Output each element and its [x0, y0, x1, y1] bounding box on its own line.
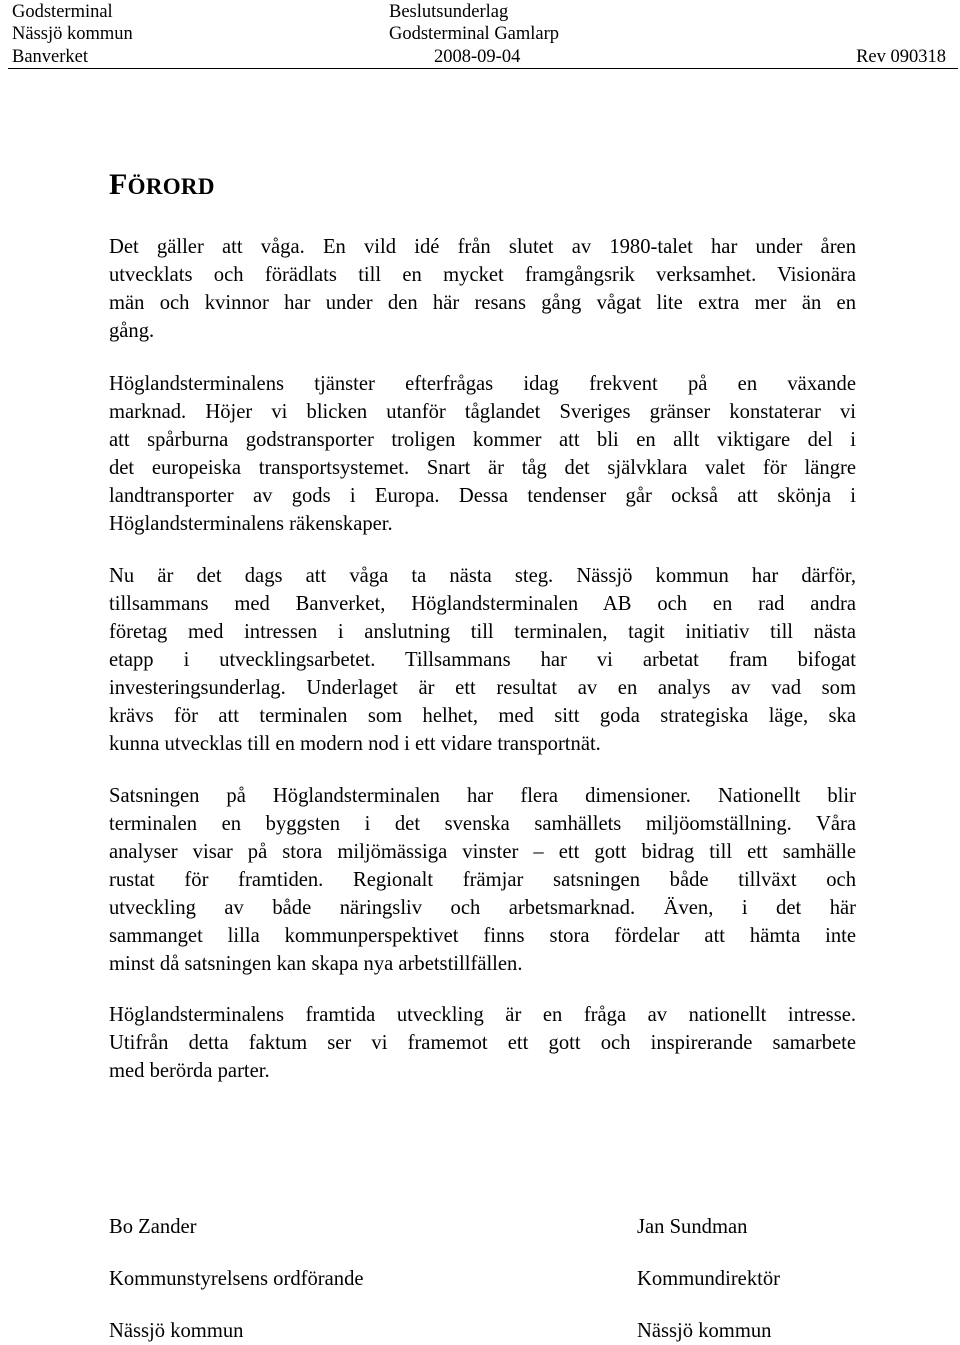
paragraph-line: Höglandsterminalens tjänster efterfrågas idag frekvent på en växande: [109, 373, 856, 395]
paragraph-2: [109, 370, 856, 538]
paragraph-line: företag med intressen i anslutning till terminalen, tagit initiativ till nästa: [109, 621, 856, 643]
signatory-2-org: Nässjö kommun: [637, 1320, 772, 1342]
header-date: 2008-09-04: [434, 47, 521, 67]
paragraph-4: [109, 782, 856, 978]
paragraph-line: Satsningen på Höglandsterminalen har flera dimensioner. Nationellt blir: [109, 785, 856, 807]
title-initial: F: [109, 168, 128, 201]
paragraph-line: sammanget lilla kommunperspektivet finns stora fördelar att hämta inte: [109, 925, 856, 947]
signatory-2-name: Jan Sundman: [637, 1216, 748, 1238]
paragraph-line: Det gäller att våga. En vild idé från slutet av 1980-talet har under åren: [109, 236, 856, 258]
paragraph-line: utvecklats och förädlats till en mycket framgångsrik verksamhet. Visionära: [109, 264, 856, 286]
header-left-line-2: Nässjö kommun: [12, 24, 133, 44]
header-revision: Rev 090318: [856, 47, 946, 67]
paragraph-line: investeringsunderlag. Underlaget är ett resultat av en analys av vad som: [109, 677, 856, 699]
paragraph-1: [109, 233, 856, 345]
signatory-2-role: Kommundirektör: [637, 1268, 780, 1290]
paragraph-line: kunna utvecklas till en modern nod i ett vidare transportnät.: [109, 733, 601, 755]
paragraph-line: Utifrån detta faktum ser vi framemot ett gott och inspirerande samarbete: [109, 1032, 856, 1054]
paragraph-line: det europeiska transportsystemet. Snart är tåg det självklara valet för längre: [109, 457, 856, 479]
paragraph-line: krävs för att terminalen som helhet, med sitt goda strategiska läge, ska: [109, 705, 856, 727]
title-rest: ÖRORD: [127, 174, 215, 199]
header-center-line-2: Godsterminal Gamlarp: [389, 24, 560, 44]
signatory-1-org: Nässjö kommun: [109, 1320, 244, 1342]
paragraph-line: tillsammans med Banverket, Höglandsterminalen AB och en rad andra: [109, 593, 856, 615]
paragraph-line: terminalen en byggsten i det svenska samhällets miljöomställning. Våra: [109, 813, 856, 835]
paragraph-line: analyser visar på stora miljömässiga vinster – ett gott bidrag till ett samhälle: [109, 841, 856, 863]
header-center-line-1: Beslutsunderlag: [389, 2, 509, 22]
signatory-1-name: Bo Zander: [109, 1216, 197, 1238]
paragraph-line: Höglandsterminalens räkenskaper.: [109, 513, 393, 535]
header-left-line-1: Godsterminal: [12, 2, 113, 22]
paragraph-line: män och kvinnor har under den här resans gång vågat lite extra mer än en: [109, 292, 856, 314]
paragraph-line: gång.: [109, 320, 155, 342]
signatory-1-role: Kommunstyrelsens ordförande: [109, 1268, 364, 1290]
paragraph-line: Höglandsterminalens framtida utveckling är en fråga av nationellt intresse.: [109, 1004, 856, 1026]
paragraph-line: Nu är det dags att våga ta nästa steg. Nässjö kommun har därför,: [109, 565, 856, 587]
paragraph-line: att spårburna godstransporter troligen kommer att bli en allt viktigare del i: [109, 429, 856, 451]
page-title: [109, 168, 215, 204]
paragraph-5: [109, 1001, 856, 1085]
paragraph-line: rustat för framtiden. Regionalt främjar satsningen både tillväxt och: [109, 869, 856, 891]
paragraph-line: marknad. Höjer vi blicken utanför tåglandet Sveriges gränser konstaterar vi: [109, 401, 856, 423]
page-header: [0, 0, 960, 70]
header-divider: [8, 68, 958, 69]
paragraph-line: landtransporter av gods i Europa. Dessa tendenser går också att skönja i: [109, 485, 856, 507]
paragraph-line: etapp i utvecklingsarbetet. Tillsammans har vi arbetat fram bifogat: [109, 649, 856, 671]
paragraph-line: minst då satsningen kan skapa nya arbetstillfällen.: [109, 953, 523, 975]
paragraph-3: [109, 562, 856, 758]
header-left-line-3: Banverket: [12, 47, 89, 67]
paragraph-line: utveckling av både näringsliv och arbetsmarknad. Även, i det här: [109, 897, 856, 919]
paragraph-line: med berörda parter.: [109, 1060, 270, 1082]
